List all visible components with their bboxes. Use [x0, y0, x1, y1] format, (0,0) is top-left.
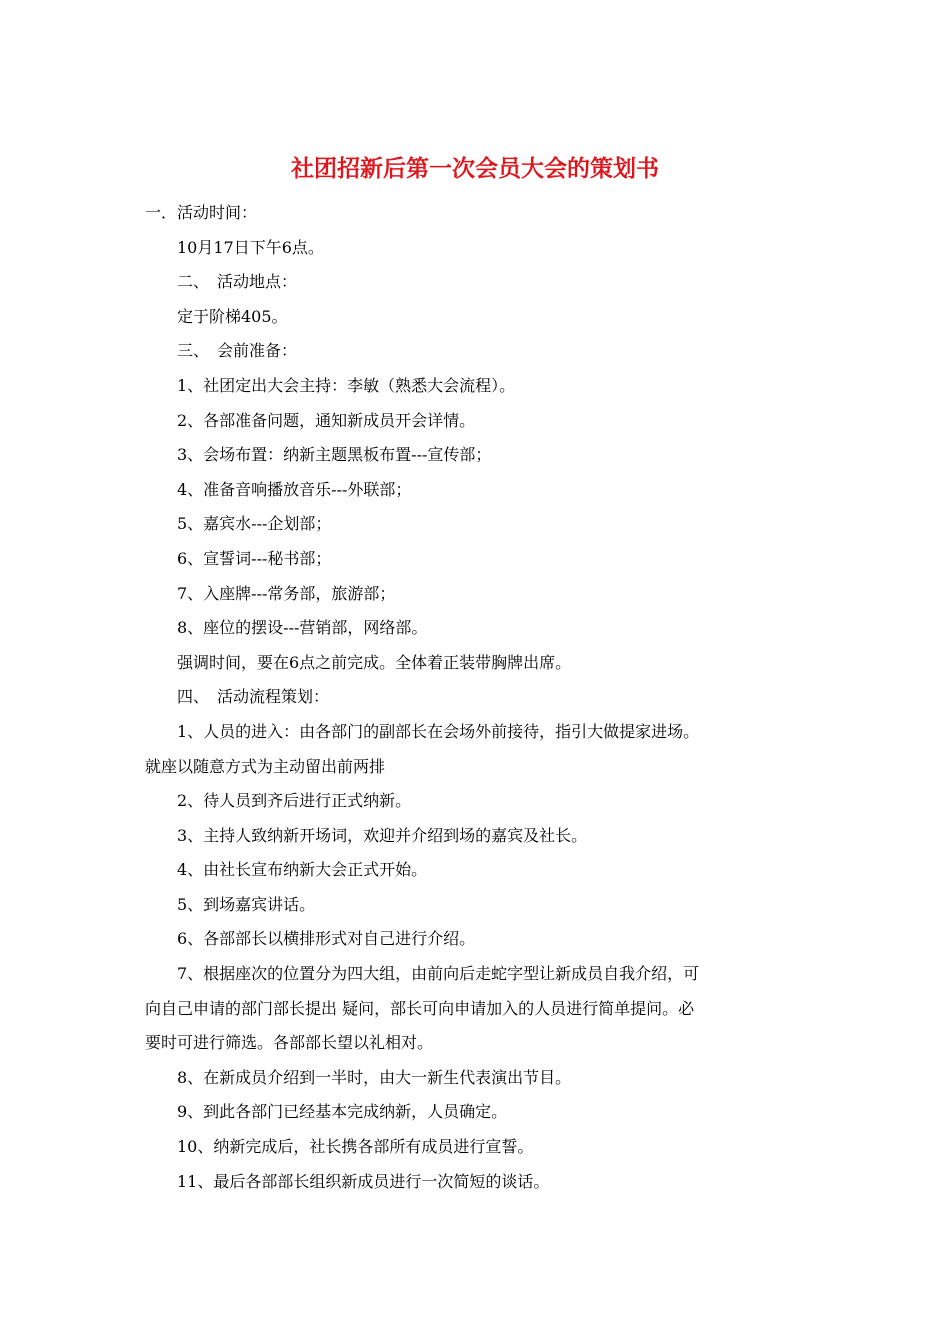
- list-item: 2、各部准备问题，通知新成员开会详情。: [177, 410, 476, 430]
- paragraph-line: 强调时间，要在6点之前完成。全体着正装带胸牌出席。: [177, 652, 572, 672]
- document-body: [145, 196, 813, 1199]
- list-item: 4、由社长宣布纳新大会正式开始。: [177, 860, 428, 880]
- paragraph-line: 10月17日下午6点。: [177, 237, 324, 257]
- section-heading: 三、 会前准备：: [177, 341, 298, 361]
- list-item-continuation: 就座以随意方式为主动留出前两排: [145, 756, 386, 776]
- list-item-continuation: 要时可进行筛选。各部部长望以礼相对。: [145, 1033, 434, 1053]
- list-item: 6、宣誓词---秘书部；: [177, 548, 332, 568]
- section-heading: 二、 活动地点：: [177, 272, 298, 292]
- list-item: 3、主持人致纳新开场词，欢迎并介绍到场的嘉宾及社长。: [177, 825, 588, 845]
- list-item: 4、准备音响播放音乐---外联部；: [177, 479, 412, 499]
- list-item: 5、到场嘉宾讲话。: [177, 894, 316, 914]
- list-item: 2、待人员到齐后进行正式纳新。: [177, 791, 412, 811]
- list-item-continuation: 向自己申请的部门部长提出 疑问，部长可向申请加入的人员进行简单提问。必: [145, 998, 695, 1018]
- paragraph-line: 一．活动时间：: [145, 203, 258, 222]
- section-heading: 四、 活动流程策划：: [177, 687, 330, 707]
- list-item: 8、座位的摆设---营销部，网络部。: [177, 618, 428, 638]
- paragraph-line: 定于阶梯405。: [177, 306, 288, 326]
- list-item: 1、人员的进入：由各部门的副部长在会场外前接待，指引大做提家进场。: [177, 721, 700, 741]
- document-title: 社团招新后第一次会员大会的策划书: [291, 155, 659, 182]
- list-item: 7、入座牌---常务部，旅游部；: [177, 583, 396, 603]
- list-item: 11、最后各部部长组织新成员进行一次简短的谈话。: [177, 1171, 550, 1191]
- list-item: 10、纳新完成后，社长携各部所有成员进行宣誓。: [177, 1137, 534, 1157]
- list-item: 5、嘉宾水---企划部；: [177, 514, 332, 534]
- list-item: 9、到此各部门已经基本完成纳新，人员确定。: [177, 1102, 508, 1122]
- list-item: 6、各部部长以横排形式对自己进行介绍。: [177, 929, 476, 949]
- list-item: 7、根据座次的位置分为四大组，由前向后走蛇字型让新成员自我介绍，可: [177, 964, 700, 984]
- list-item: 1、社团定出大会主持：李敏（熟悉大会流程）。: [177, 375, 516, 395]
- list-item: 3、会场布置：纳新主题黑板布置---宣传部；: [177, 445, 492, 465]
- list-item: 8、在新成员介绍到一半时，由大一新生代表演出节目。: [177, 1067, 572, 1087]
